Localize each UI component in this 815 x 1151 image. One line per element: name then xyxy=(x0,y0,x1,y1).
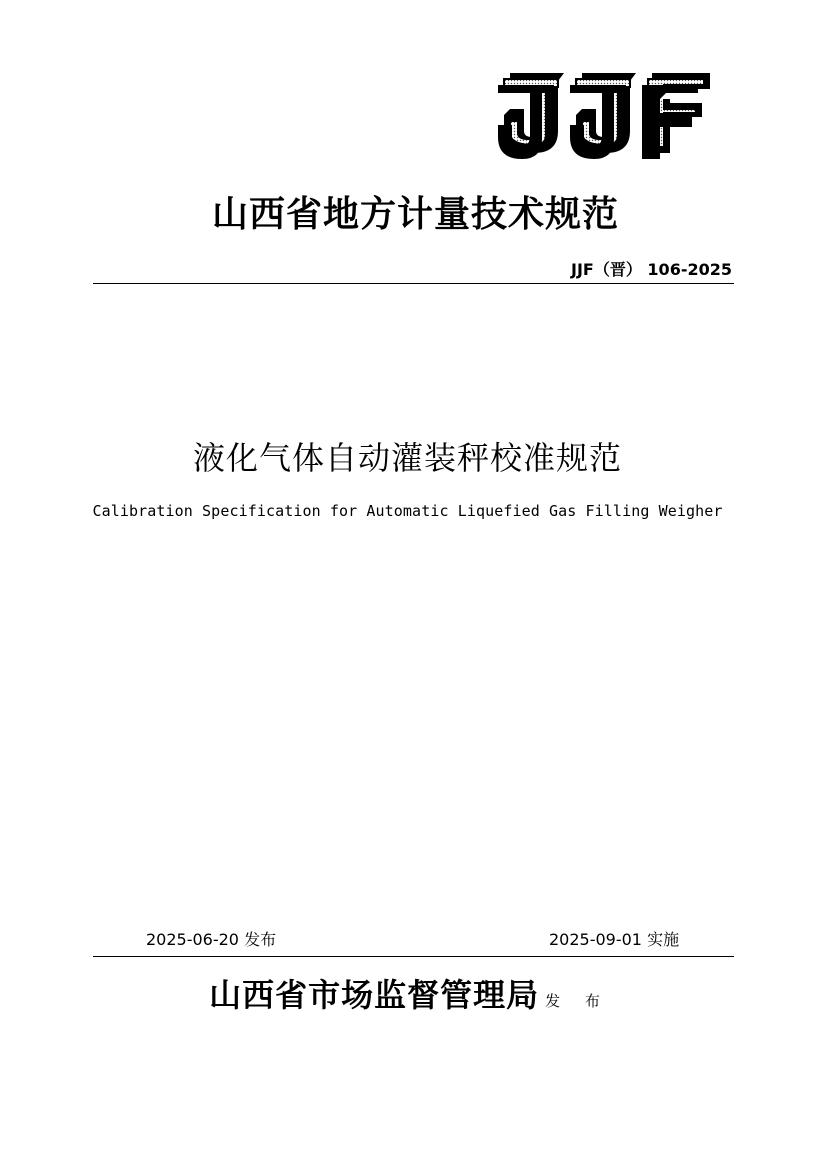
publisher-line xyxy=(0,970,815,1016)
document-title-chinese: 液化气体自动灌装秤校准规范 xyxy=(192,439,622,477)
implementation-date: 2025-09-01 实施 xyxy=(549,930,680,949)
publisher-name: 山西省市场监督管理局 xyxy=(209,976,540,1014)
logo-letter-j2 xyxy=(570,73,636,159)
logo-letter-f xyxy=(642,73,710,159)
issue-date: 2025-06-20 发布 xyxy=(146,930,277,949)
publish-label: 发 布 xyxy=(545,992,610,1010)
series-title: 山西省地方计量技术规范 xyxy=(211,193,619,235)
document-number: JJF（晋） 106-2025 xyxy=(571,260,732,279)
jjf-logo xyxy=(498,73,710,159)
logo-letter-j1 xyxy=(498,73,564,159)
document-title-english: Calibration Specification for Automatic Liquefied Gas Filling Weigher xyxy=(92,502,723,520)
footer-divider xyxy=(93,956,734,957)
header-divider xyxy=(93,283,734,284)
